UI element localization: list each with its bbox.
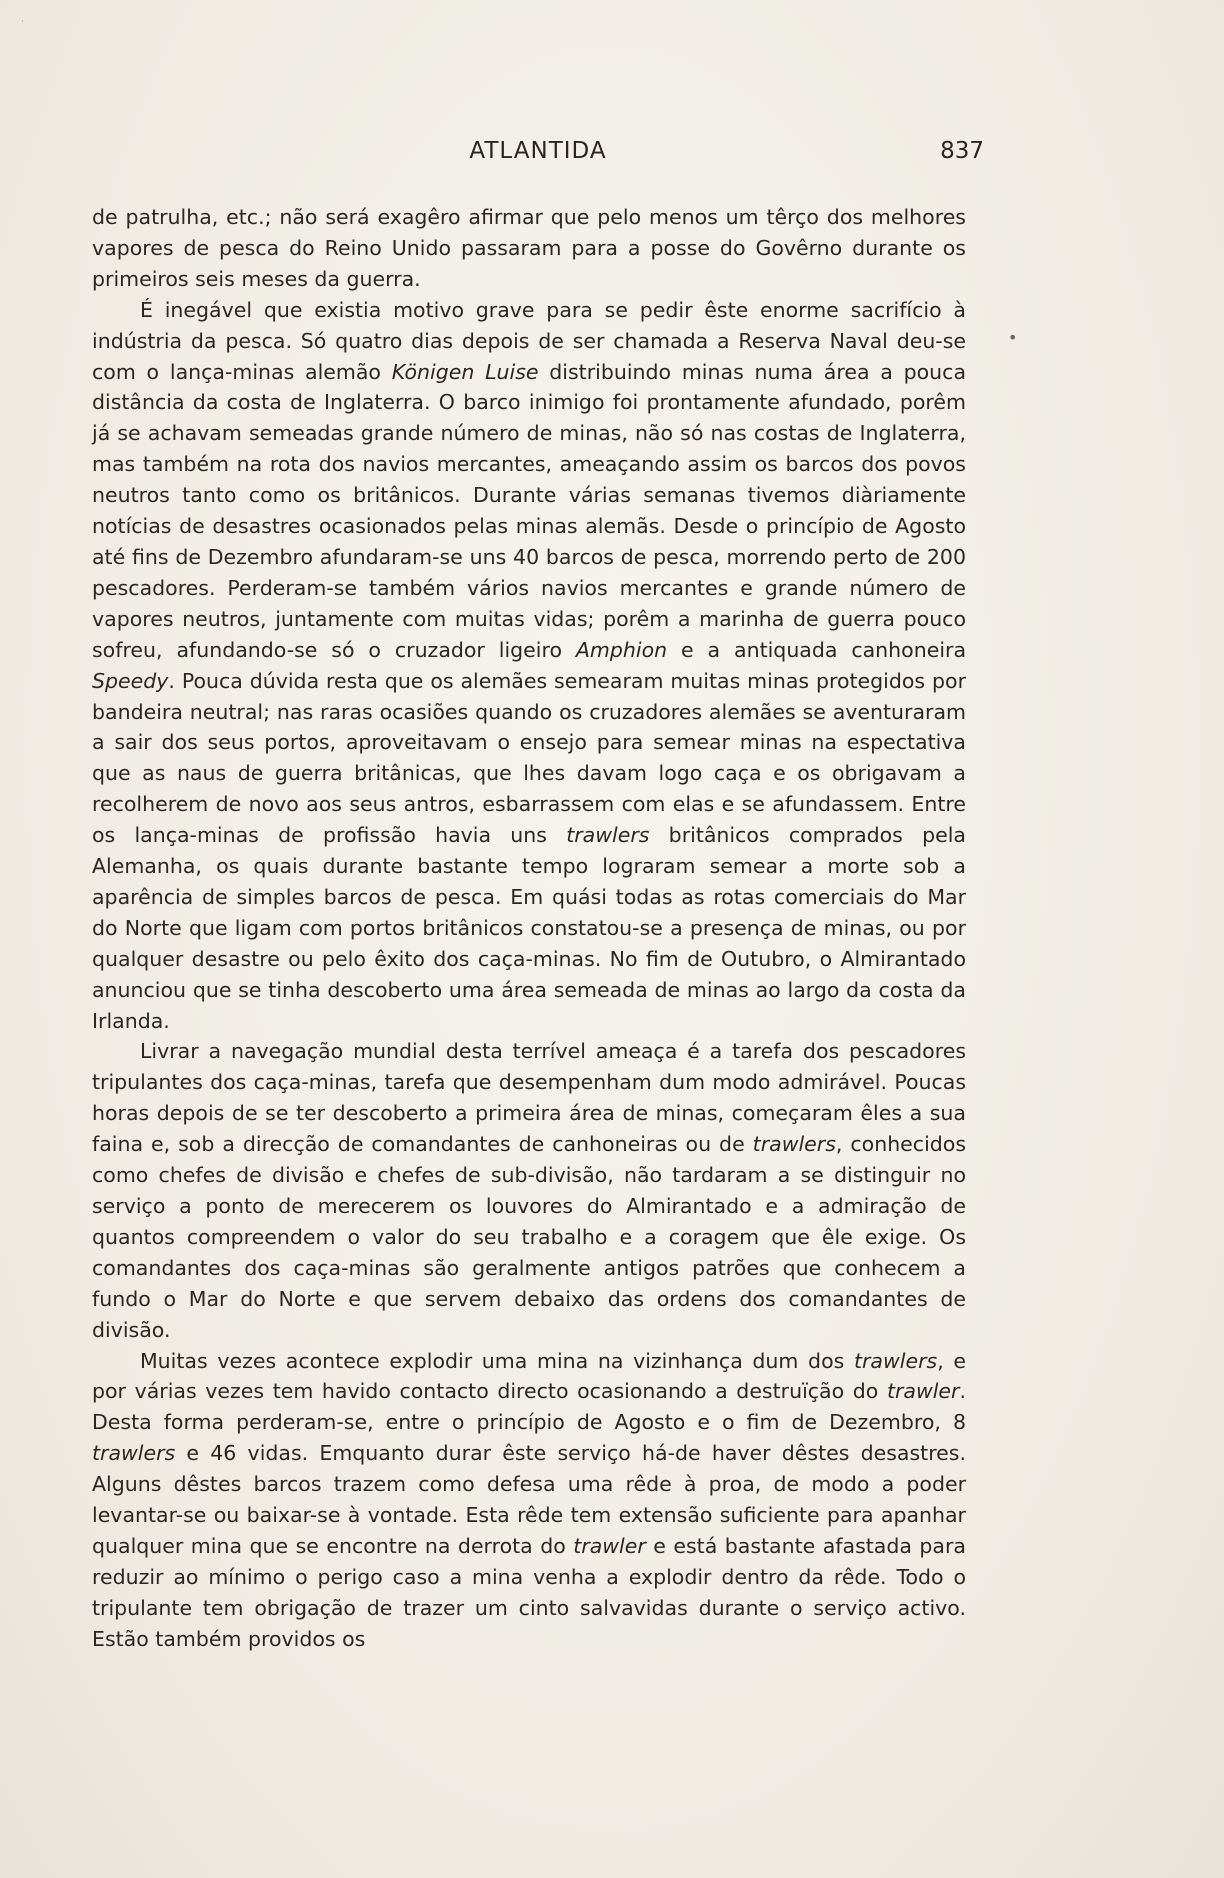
italic-text: trawlers [853,1348,938,1373]
paragraph-p1 [92,202,966,295]
page-header [92,138,984,178]
body-text [92,202,966,1655]
text-run: britânicos comprados pela Alemanha, os quais durante bastante tempo lograram semear a morte sob a aparência de simples barcos de pesca. Em quási todas as rotas comerciais do Mar do Norte que ligam com portos britânicos constatou-se a presença de minas, ou por qualquer desastre ou pelo êxito dos caça-minas. No fim de Outubro, o Almirantado anunciou que se tinha descoberto uma área semeada de minas ao largo da costa da Irlanda. [92,823,966,1033]
text-run: . Pouca dúvida resta que os alemães semearam muitas minas protegidos por bandeira neutral; nas raras ocasiões quando os cruzadores alemães se aventuraram a sair dos seus portos, aproveitavam o ensejo para semear minas na espectativa que as naus de guerra britânicas, que lhes davam logo caça e os obrigavam a recolherem de novo aos seus antros, esbarrassem com elas e se afundassem. Entre os lança-minas de profissão havia uns [92,668,966,848]
text-run: . Desta forma perderam-se, entre o princípio de Agosto e o fim de Dezembro, 8 [92,1379,966,1435]
text-run: distribuindo minas numa área a pouca distância da costa de Inglaterra. O barco inimigo foi prontamente afundado, porêm já se achavam semeadas grande número de minas, não só nas costas de Inglaterra, mas também na rota dos navios mercantes, ameaçando assim os barcos dos povos neutros tanto como os britânicos. Durante várias semanas tivemos diàriamente notícias de desastres ocasionados pelas minas alemãs. Desde o princípio de Agosto até fins de Dezembro afundaram-se uns 40 barcos de pesca, morrendo perto de 200 pescadores. Perderam-se também vários navios mercantes e grande número de vapores neutros, juntamente com muitas vidas; porêm a marinha de guerra pouco sofreu, afundando-se só o cruzador ligeiro [92,359,967,662]
text-run: Muitas vezes acontece explodir uma mina na vizinhança dum dos [140,1348,854,1373]
paragraph-p4 [92,1346,966,1655]
margin-speck-icon: • [1008,328,1018,347]
italic-text: Amphion [575,637,668,662]
text-run: , conhecidos como chefes de divisão e chefes de sub-divisão, não tardaram a se distinguir no serviço a ponto de merecerem os louvores do Almirantado e a admiração de quantos compreendem o valor do seu trabalho e a coragem que êle exige. Os comandantes dos caça-minas são geralmente antigos patrões que conhecem a fundo o Mar do Norte e que servem debaixo das ordens dos comandantes de divisão. [92,1132,966,1342]
text-run: de patrulha, etc.; não será exagêro afirmar que pelo menos um têrço dos melhores vapores de pesca do Reino Unido passaram para a posse do Govêrno durante os primeiros seis meses da guerra. [92,205,966,291]
italic-text: trawler [886,1379,960,1404]
margin-speck-icon: ˙ [20,20,25,31]
text-run: e 46 vidas. Emquanto durar êste serviço há-de haver dêstes desastres. Alguns dêstes barcos trazem como defesa uma rêde à proa, de modo a poder levantar-se ou baixar-se à vontade. Esta rêde tem extensão suficiente para apanhar qualquer mina que se encontre na derrota do [92,1441,966,1558]
italic-text: trawlers [92,1441,176,1466]
text-run: Livrar a navegação mundial desta terrível ameaça é a tarefa dos pescadores tripulantes dos caça-minas, tarefa que desempenham dum modo admirável. Poucas horas depois de se ter descoberto a primeira área de minas, começaram êles a sua faina e, sob a direcção de comandantes de canhoneiras ou de [92,1039,966,1157]
text-run: e está bastante afastada para reduzir ao mínimo o perigo caso a mina venha a explodir dentro da rêde. Todo o tripulante tem obrigação de trazer um cinto salvavidas durante o serviço activo. Estão também providos os [92,1533,966,1651]
italic-text: trawlers [752,1132,836,1157]
italic-text: trawlers [566,823,650,848]
text-run: e a antiquada canhoneira [667,637,967,662]
page-number: 837 [940,138,984,164]
paragraph-p3 [92,1036,966,1345]
running-title: ATLANTIDA [469,138,607,164]
italic-text: Königen Luise [391,359,539,384]
text-run: , e por várias vezes tem havido contacto directo ocasionando a destruïção do [92,1348,966,1404]
text-run: É inegável que existia motivo grave para se pedir êste enorme sacrifício à indústria da pesca. Só quatro dias depois de ser chamada a Reserva Naval deu-se com o lança-minas alemão [92,297,966,384]
paragraph-p2 [92,295,966,1037]
italic-text: trawler [573,1533,646,1558]
italic-text: Speedy [92,668,169,693]
